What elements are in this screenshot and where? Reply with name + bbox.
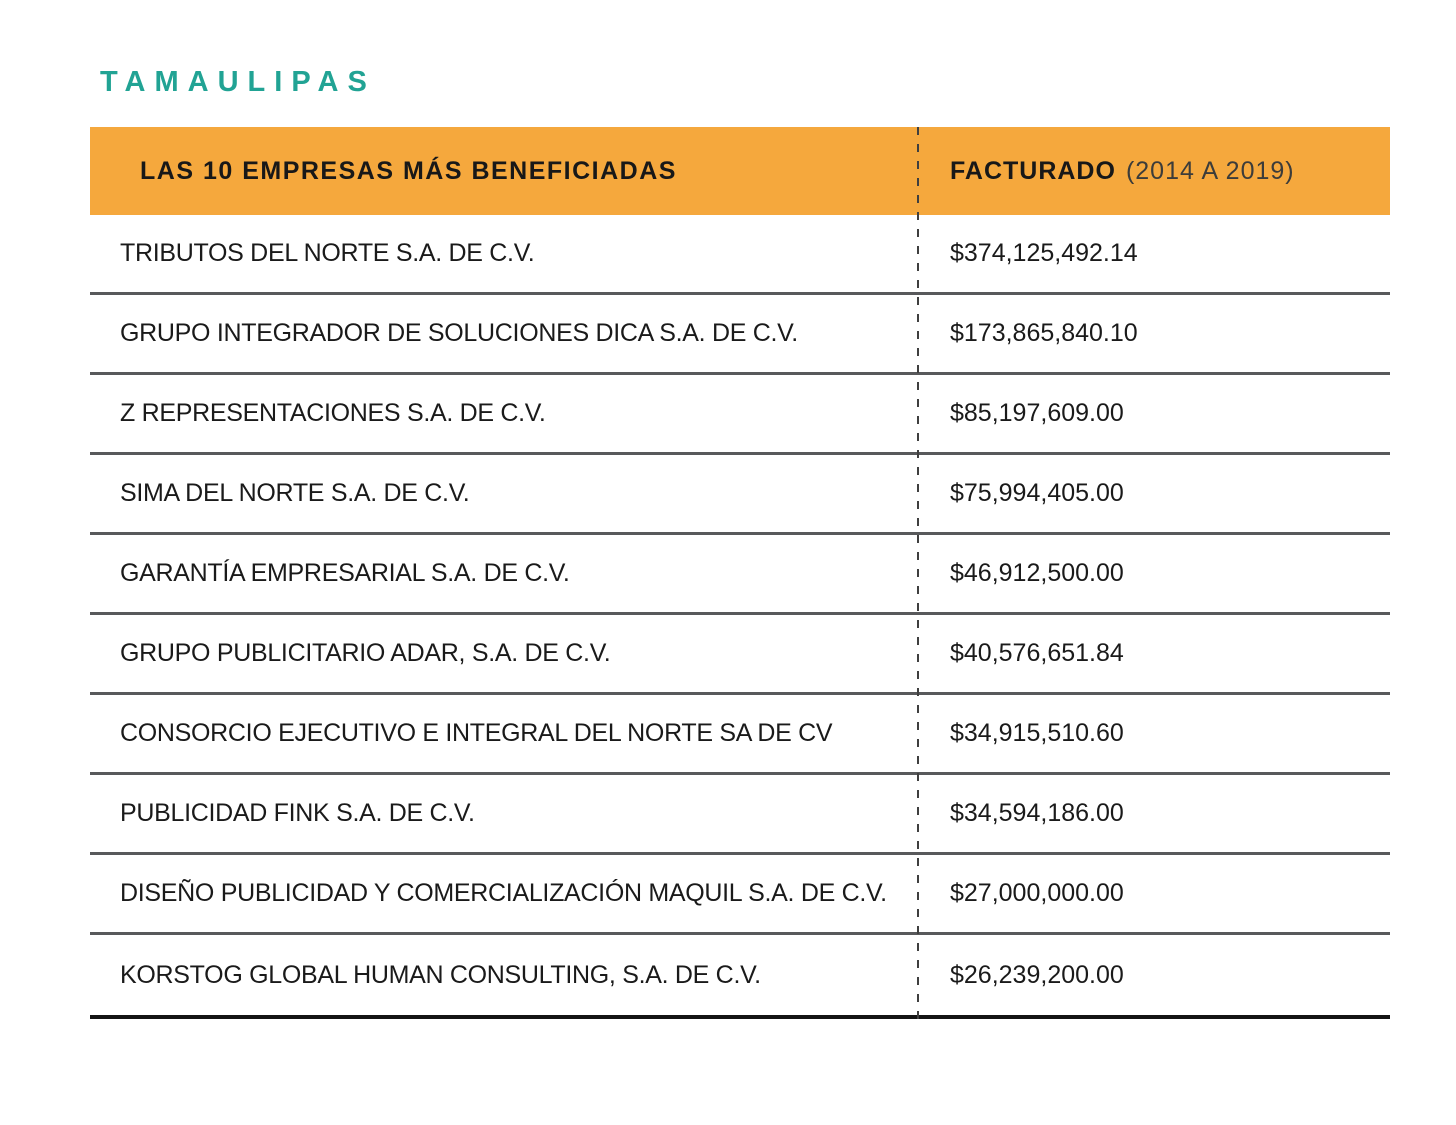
amount-cell: $26,239,200.00	[950, 960, 1124, 989]
table-row	[90, 615, 1390, 695]
company-cell: CONSORCIO EJECUTIVO E INTEGRAL DEL NORTE SA DE CV	[120, 719, 833, 747]
company-cell: GARANTÍA EMPRESARIAL S.A. DE C.V.	[120, 559, 570, 587]
company-cell: DISEÑO PUBLICIDAD Y COMERCIALIZACIÓN MAQUIL S.A. DE C.V.	[120, 879, 887, 907]
amount-cell: $374,125,492.14	[950, 239, 1138, 267]
table-row	[90, 295, 1390, 375]
table-row	[90, 855, 1390, 935]
company-cell: PUBLICIDAD FINK S.A. DE C.V.	[120, 799, 475, 827]
page-title: TAMAULIPAS	[100, 66, 376, 98]
company-cell: GRUPO INTEGRADOR DE SOLUCIONES DICA S.A. DE C.V.	[120, 319, 798, 347]
amount-cell: $75,994,405.00	[950, 479, 1124, 507]
table-row	[90, 455, 1390, 535]
table-row	[90, 775, 1390, 855]
amount-cell: $85,197,609.00	[950, 399, 1124, 427]
column-header-amount	[917, 127, 1390, 215]
company-cell: TRIBUTOS DEL NORTE S.A. DE C.V.	[120, 239, 535, 267]
company-cell: SIMA DEL NORTE S.A. DE C.V.	[120, 479, 470, 507]
company-cell: GRUPO PUBLICITARIO ADAR, S.A. DE C.V.	[120, 639, 611, 667]
beneficiaries-table	[90, 127, 1390, 1019]
table-row	[90, 935, 1390, 1015]
table-header-row	[90, 127, 1390, 215]
amount-header-period: (2014 A 2019)	[1125, 156, 1295, 185]
table-row	[90, 695, 1390, 775]
company-cell: Z REPRESENTACIONES S.A. DE C.V.	[120, 399, 546, 427]
column-header-companies: LAS 10 EMPRESAS MÁS BENEFICIADAS	[140, 156, 677, 185]
amount-cell: $34,594,186.00	[950, 799, 1124, 827]
table-row	[90, 215, 1390, 295]
column-divider-dashed-line	[917, 127, 919, 1019]
amount-cell: $40,576,651.84	[950, 639, 1124, 667]
table-body	[90, 215, 1390, 1019]
amount-cell: $46,912,500.00	[950, 559, 1124, 587]
table-row	[90, 535, 1390, 615]
amount-cell: $27,000,000.00	[950, 879, 1124, 907]
amount-header-label: FACTURADO	[950, 156, 1116, 185]
amount-cell: $34,915,510.60	[950, 719, 1124, 747]
company-cell: KORSTOG GLOBAL HUMAN CONSULTING, S.A. DE C.V.	[120, 960, 761, 989]
amount-cell: $173,865,840.10	[950, 319, 1138, 347]
table-row	[90, 375, 1390, 455]
